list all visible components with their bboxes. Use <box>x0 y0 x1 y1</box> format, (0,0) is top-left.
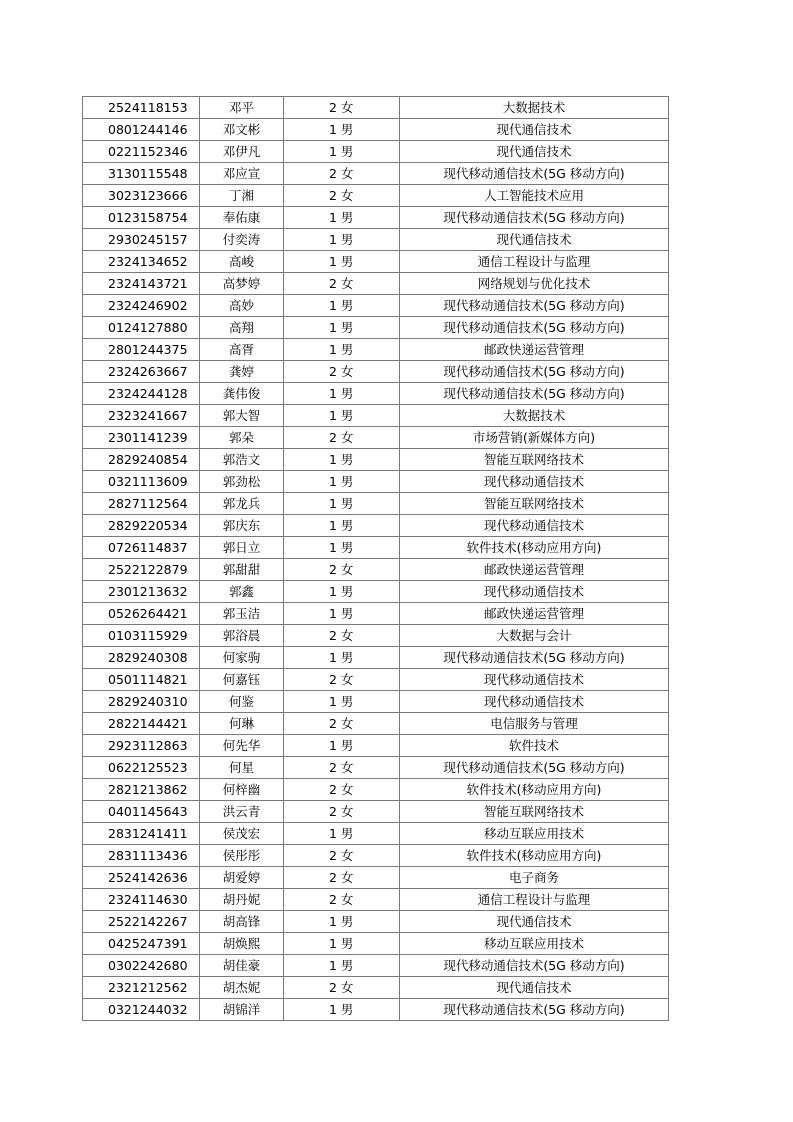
major-cell: 现代移动通信技术 <box>400 471 669 493</box>
student-id-cell: 2301213632 <box>83 581 200 603</box>
table-row <box>83 295 669 317</box>
student-name-cell: 何先华 <box>200 735 284 757</box>
gender-cell: 1 男 <box>284 515 400 537</box>
table-row <box>83 163 669 185</box>
student-name-cell: 高梦婷 <box>200 273 284 295</box>
table-row <box>83 625 669 647</box>
table-row <box>83 977 669 999</box>
major-cell: 现代移动通信技术(5G 移动方向) <box>400 999 669 1021</box>
student-id-cell: 0425247391 <box>83 933 200 955</box>
table-row <box>83 207 669 229</box>
gender-cell: 1 男 <box>284 229 400 251</box>
student-id-cell: 0321244032 <box>83 999 200 1021</box>
gender-cell: 2 女 <box>284 97 400 119</box>
table-row <box>83 361 669 383</box>
student-name-cell: 郭浴晨 <box>200 625 284 647</box>
major-cell: 电子商务 <box>400 867 669 889</box>
student-name-cell: 郭日立 <box>200 537 284 559</box>
roster-body <box>83 97 669 1021</box>
student-name-cell: 胡爱婷 <box>200 867 284 889</box>
student-name-cell: 何嘉钰 <box>200 669 284 691</box>
student-id-cell: 2829240308 <box>83 647 200 669</box>
student-name-cell: 胡丹妮 <box>200 889 284 911</box>
major-cell: 软件技术(移动应用方向) <box>400 845 669 867</box>
student-name-cell: 龚婷 <box>200 361 284 383</box>
student-name-cell: 郭浩文 <box>200 449 284 471</box>
gender-cell: 1 男 <box>284 471 400 493</box>
gender-cell: 1 男 <box>284 735 400 757</box>
student-id-cell: 2821213862 <box>83 779 200 801</box>
major-cell: 智能互联网络技术 <box>400 449 669 471</box>
student-name-cell: 邓平 <box>200 97 284 119</box>
gender-cell: 2 女 <box>284 713 400 735</box>
student-name-cell: 胡杰妮 <box>200 977 284 999</box>
major-cell: 大数据技术 <box>400 405 669 427</box>
gender-cell: 1 男 <box>284 405 400 427</box>
major-cell: 通信工程设计与监理 <box>400 251 669 273</box>
student-id-cell: 2831241411 <box>83 823 200 845</box>
student-name-cell: 洪云青 <box>200 801 284 823</box>
gender-cell: 1 男 <box>284 999 400 1021</box>
table-row <box>83 691 669 713</box>
student-name-cell: 胡焕熙 <box>200 933 284 955</box>
major-cell: 软件技术(移动应用方向) <box>400 537 669 559</box>
major-cell: 移动互联应用技术 <box>400 823 669 845</box>
major-cell: 软件技术(移动应用方向) <box>400 779 669 801</box>
gender-cell: 2 女 <box>284 867 400 889</box>
gender-cell: 1 男 <box>284 207 400 229</box>
student-name-cell: 何琳 <box>200 713 284 735</box>
major-cell: 现代通信技术 <box>400 911 669 933</box>
table-row <box>83 581 669 603</box>
table-row <box>83 867 669 889</box>
table-row <box>83 537 669 559</box>
table-row <box>83 317 669 339</box>
table-row <box>83 185 669 207</box>
student-name-cell: 郭玉洁 <box>200 603 284 625</box>
table-row <box>83 405 669 427</box>
student-name-cell: 付奕涛 <box>200 229 284 251</box>
table-row <box>83 449 669 471</box>
student-id-cell: 2822144421 <box>83 713 200 735</box>
student-name-cell: 何梓幽 <box>200 779 284 801</box>
major-cell: 大数据与会计 <box>400 625 669 647</box>
student-name-cell: 郭龙兵 <box>200 493 284 515</box>
major-cell: 邮政快递运营管理 <box>400 603 669 625</box>
student-id-cell: 2801244375 <box>83 339 200 361</box>
major-cell: 现代移动通信技术(5G 移动方向) <box>400 955 669 977</box>
student-name-cell: 何家驹 <box>200 647 284 669</box>
student-id-cell: 2831113436 <box>83 845 200 867</box>
gender-cell: 1 男 <box>284 339 400 361</box>
student-id-cell: 3130115548 <box>83 163 200 185</box>
student-name-cell: 侯茂宏 <box>200 823 284 845</box>
table-row <box>83 273 669 295</box>
major-cell: 现代通信技术 <box>400 119 669 141</box>
student-id-cell: 2321212562 <box>83 977 200 999</box>
student-name-cell: 胡高锋 <box>200 911 284 933</box>
gender-cell: 2 女 <box>284 361 400 383</box>
gender-cell: 2 女 <box>284 669 400 691</box>
major-cell: 现代通信技术 <box>400 977 669 999</box>
student-id-cell: 0801244146 <box>83 119 200 141</box>
major-cell: 电信服务与管理 <box>400 713 669 735</box>
major-cell: 现代移动通信技术 <box>400 515 669 537</box>
table-row <box>83 119 669 141</box>
major-cell: 现代移动通信技术(5G 移动方向) <box>400 317 669 339</box>
student-name-cell: 高妙 <box>200 295 284 317</box>
major-cell: 现代移动通信技术(5G 移动方向) <box>400 163 669 185</box>
gender-cell: 1 男 <box>284 691 400 713</box>
student-id-cell: 0103115929 <box>83 625 200 647</box>
student-name-cell: 高峻 <box>200 251 284 273</box>
gender-cell: 1 男 <box>284 603 400 625</box>
gender-cell: 1 男 <box>284 933 400 955</box>
student-roster-table <box>82 96 669 1021</box>
table-row <box>83 757 669 779</box>
table-row <box>83 735 669 757</box>
student-id-cell: 0526264421 <box>83 603 200 625</box>
student-id-cell: 2323241667 <box>83 405 200 427</box>
gender-cell: 1 男 <box>284 251 400 273</box>
student-id-cell: 2829220534 <box>83 515 200 537</box>
major-cell: 大数据技术 <box>400 97 669 119</box>
table-row <box>83 229 669 251</box>
student-id-cell: 2930245157 <box>83 229 200 251</box>
table-row <box>83 669 669 691</box>
student-id-cell: 2923112863 <box>83 735 200 757</box>
student-id-cell: 0302242680 <box>83 955 200 977</box>
table-row <box>83 515 669 537</box>
table-row <box>83 251 669 273</box>
major-cell: 现代移动通信技术(5G 移动方向) <box>400 647 669 669</box>
gender-cell: 1 男 <box>284 823 400 845</box>
gender-cell: 2 女 <box>284 757 400 779</box>
student-name-cell: 何鉴 <box>200 691 284 713</box>
major-cell: 现代移动通信技术 <box>400 581 669 603</box>
gender-cell: 1 男 <box>284 647 400 669</box>
student-id-cell: 3023123666 <box>83 185 200 207</box>
major-cell: 邮政快递运营管理 <box>400 339 669 361</box>
gender-cell: 1 男 <box>284 581 400 603</box>
student-id-cell: 2301141239 <box>83 427 200 449</box>
table-row <box>83 889 669 911</box>
gender-cell: 1 男 <box>284 141 400 163</box>
student-name-cell: 龚伟俊 <box>200 383 284 405</box>
student-id-cell: 2522122879 <box>83 559 200 581</box>
student-name-cell: 高胥 <box>200 339 284 361</box>
student-name-cell: 胡锦洋 <box>200 999 284 1021</box>
gender-cell: 1 男 <box>284 537 400 559</box>
gender-cell: 1 男 <box>284 449 400 471</box>
gender-cell: 2 女 <box>284 889 400 911</box>
major-cell: 现代移动通信技术(5G 移动方向) <box>400 295 669 317</box>
major-cell: 现代移动通信技术 <box>400 669 669 691</box>
major-cell: 通信工程设计与监理 <box>400 889 669 911</box>
student-id-cell: 2524142636 <box>83 867 200 889</box>
table-row <box>83 603 669 625</box>
major-cell: 现代移动通信技术(5G 移动方向) <box>400 361 669 383</box>
table-row <box>83 823 669 845</box>
gender-cell: 1 男 <box>284 383 400 405</box>
student-id-cell: 0726114837 <box>83 537 200 559</box>
gender-cell: 2 女 <box>284 273 400 295</box>
gender-cell: 2 女 <box>284 185 400 207</box>
student-name-cell: 高翔 <box>200 317 284 339</box>
student-id-cell: 0124127880 <box>83 317 200 339</box>
student-id-cell: 2524118153 <box>83 97 200 119</box>
student-name-cell: 奉佑康 <box>200 207 284 229</box>
major-cell: 现代移动通信技术(5G 移动方向) <box>400 757 669 779</box>
gender-cell: 1 男 <box>284 317 400 339</box>
table-row <box>83 955 669 977</box>
gender-cell: 1 男 <box>284 911 400 933</box>
student-id-cell: 2324143721 <box>83 273 200 295</box>
student-id-cell: 2324263667 <box>83 361 200 383</box>
table-row <box>83 845 669 867</box>
gender-cell: 2 女 <box>284 845 400 867</box>
student-name-cell: 郭朵 <box>200 427 284 449</box>
table-row <box>83 471 669 493</box>
student-id-cell: 0622125523 <box>83 757 200 779</box>
student-id-cell: 2324244128 <box>83 383 200 405</box>
student-name-cell: 何星 <box>200 757 284 779</box>
table-row <box>83 999 669 1021</box>
gender-cell: 2 女 <box>284 427 400 449</box>
gender-cell: 2 女 <box>284 977 400 999</box>
student-id-cell: 2324134652 <box>83 251 200 273</box>
table-row <box>83 779 669 801</box>
major-cell: 邮政快递运营管理 <box>400 559 669 581</box>
major-cell: 现代通信技术 <box>400 141 669 163</box>
table-row <box>83 647 669 669</box>
major-cell: 现代通信技术 <box>400 229 669 251</box>
student-name-cell: 侯彤彤 <box>200 845 284 867</box>
student-id-cell: 2829240310 <box>83 691 200 713</box>
table-row <box>83 427 669 449</box>
gender-cell: 2 女 <box>284 625 400 647</box>
student-id-cell: 2324114630 <box>83 889 200 911</box>
table-row <box>83 933 669 955</box>
major-cell: 智能互联网络技术 <box>400 801 669 823</box>
gender-cell: 2 女 <box>284 163 400 185</box>
table-row <box>83 713 669 735</box>
gender-cell: 1 男 <box>284 493 400 515</box>
major-cell: 现代移动通信技术 <box>400 691 669 713</box>
student-name-cell: 郭甜甜 <box>200 559 284 581</box>
student-id-cell: 2522142267 <box>83 911 200 933</box>
table-row <box>83 339 669 361</box>
student-id-cell: 0401145643 <box>83 801 200 823</box>
student-id-cell: 0501114821 <box>83 669 200 691</box>
student-id-cell: 0123158754 <box>83 207 200 229</box>
table-row <box>83 559 669 581</box>
student-id-cell: 0321113609 <box>83 471 200 493</box>
gender-cell: 1 男 <box>284 119 400 141</box>
student-id-cell: 2827112564 <box>83 493 200 515</box>
student-id-cell: 0221152346 <box>83 141 200 163</box>
gender-cell: 2 女 <box>284 801 400 823</box>
gender-cell: 2 女 <box>284 779 400 801</box>
table-row <box>83 493 669 515</box>
student-name-cell: 邓伊凡 <box>200 141 284 163</box>
student-name-cell: 郭劲松 <box>200 471 284 493</box>
student-name-cell: 邓应宣 <box>200 163 284 185</box>
table-row <box>83 911 669 933</box>
major-cell: 现代移动通信技术(5G 移动方向) <box>400 383 669 405</box>
major-cell: 人工智能技术应用 <box>400 185 669 207</box>
table-row <box>83 141 669 163</box>
major-cell: 市场营销(新媒体方向) <box>400 427 669 449</box>
student-id-cell: 2829240854 <box>83 449 200 471</box>
major-cell: 智能互联网络技术 <box>400 493 669 515</box>
student-name-cell: 丁湘 <box>200 185 284 207</box>
major-cell: 软件技术 <box>400 735 669 757</box>
student-name-cell: 郭大智 <box>200 405 284 427</box>
gender-cell: 2 女 <box>284 559 400 581</box>
major-cell: 网络规划与优化技术 <box>400 273 669 295</box>
table-row <box>83 801 669 823</box>
student-name-cell: 郭庆东 <box>200 515 284 537</box>
student-name-cell: 郭鑫 <box>200 581 284 603</box>
major-cell: 移动互联应用技术 <box>400 933 669 955</box>
student-name-cell: 胡佳豪 <box>200 955 284 977</box>
major-cell: 现代移动通信技术(5G 移动方向) <box>400 207 669 229</box>
gender-cell: 1 男 <box>284 955 400 977</box>
table-row <box>83 97 669 119</box>
student-name-cell: 邓文彬 <box>200 119 284 141</box>
gender-cell: 1 男 <box>284 295 400 317</box>
student-id-cell: 2324246902 <box>83 295 200 317</box>
table-row <box>83 383 669 405</box>
